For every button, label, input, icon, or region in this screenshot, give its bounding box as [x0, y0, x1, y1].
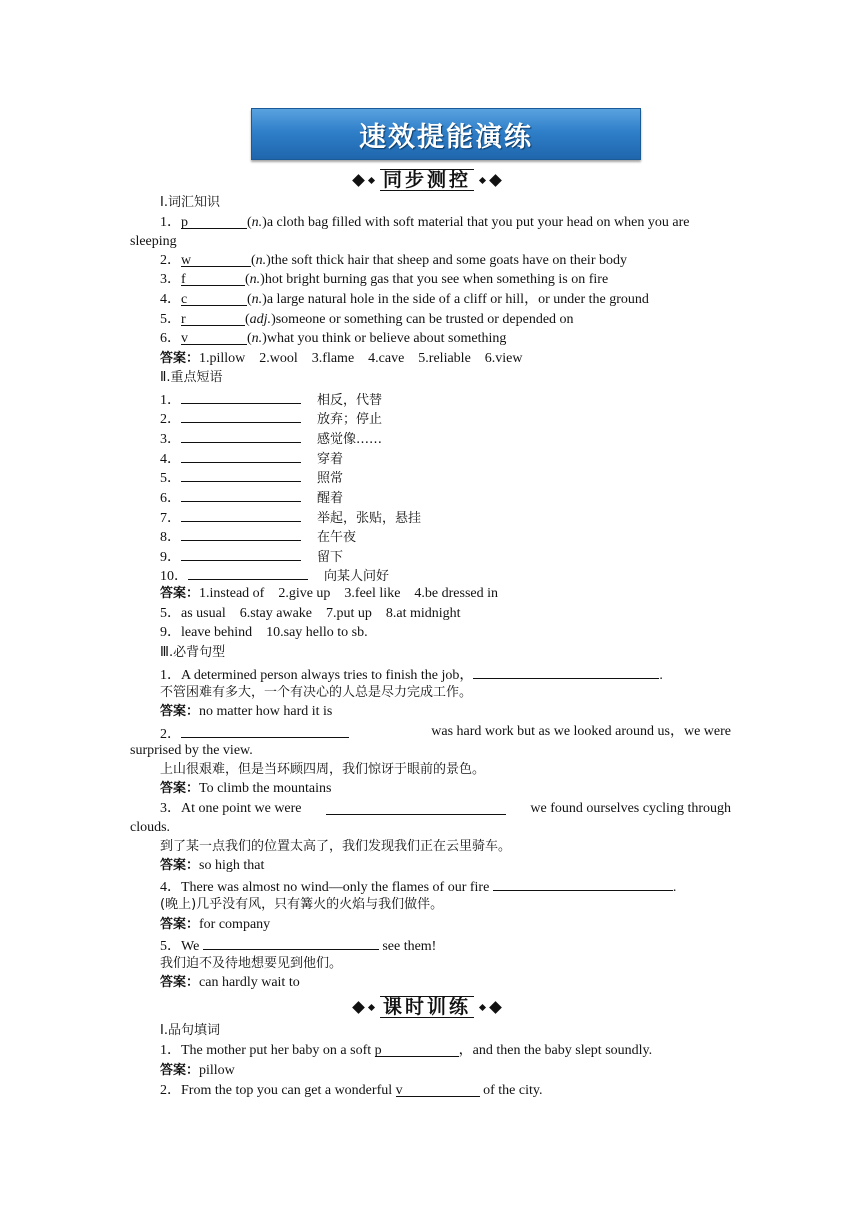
diamond-icon — [368, 176, 375, 183]
vocab-item: 5．r (adj.)someone or something can be trusted or depended on — [160, 312, 574, 327]
phrase-item: 5． 照常 — [160, 467, 343, 488]
diamond-icon — [479, 176, 486, 183]
sentence-item: 2． was hard work but as we looked around us，we were — [160, 724, 731, 742]
diamond-icon — [352, 174, 365, 187]
sentence-item: 5．We see them! — [160, 935, 436, 956]
translation: 我们迫不及待地想要见到他们。 — [160, 956, 343, 971]
section-header-sync — [354, 169, 500, 191]
answer-line: 答案：1.pillow 2.wool 3.flame 4.cave 5.reliable 6.view — [160, 351, 523, 366]
page-banner — [251, 108, 641, 160]
sentence-item-cont: surprised by the view. — [130, 743, 253, 758]
vocab-item: 4．c (n.)a large natural hole in the side of a cliff or hill，or under the ground — [160, 292, 649, 307]
sentence-item: 1．The mother put her baby on a soft p ，and then the baby slept soundly. — [160, 1043, 653, 1058]
part-heading: Ⅰ.词汇知识 — [160, 195, 220, 210]
sentence-item: 3．At one point we were we found ourselves cycling through — [160, 801, 731, 816]
diamond-icon — [352, 1001, 365, 1014]
translation: (晚上)几乎没有风，只有篝火的火焰与我们做伴。 — [160, 897, 444, 912]
diamond-icon — [368, 1003, 375, 1010]
sentence-item: 4．There was almost no wind—only the flames of our fire . — [160, 876, 676, 897]
banner-title: 速效提能演练 — [359, 121, 533, 153]
sentence-item: 2．From the top you can get a wonderful v of the city. — [160, 1083, 543, 1098]
phrase-item: 10． 向某人问好 — [160, 565, 389, 586]
translation: 到了某一点我们的位置太高了，我们发现我们正在云里骑车。 — [160, 839, 512, 854]
phrase-item: 8． 在午夜 — [160, 526, 356, 547]
answer-line-cont: 9．leave behind 10.say hello to sb. — [160, 625, 368, 640]
phrase-item: 9． 留下 — [160, 546, 343, 567]
phrase-item: 4． 穿着 — [160, 448, 343, 469]
diamond-icon — [489, 174, 502, 187]
answer-line: 答案：no matter how hard it is — [160, 704, 333, 719]
vocab-item: 6．v (n.)what you think or believe about something — [160, 331, 507, 346]
section-title: 同步测控 — [380, 169, 474, 191]
section-title: 课时训练 — [380, 996, 474, 1018]
section-header-training — [354, 996, 500, 1018]
answer-line: 答案：pillow — [160, 1063, 235, 1078]
vocab-item: 2．w (n.)the soft thick hair that sheep and some goats have on their body — [160, 253, 627, 268]
sentence-item: 1．A determined person always tries to finish the job， . — [160, 664, 663, 685]
vocab-item: 3．f (n.)hot bright burning gas that you see when something is on fire — [160, 272, 609, 287]
vocab-item-cont: sleeping — [130, 234, 177, 249]
answer-line: 答案：1.instead of 2.give up 3.feel like 4.be dressed in — [160, 586, 498, 601]
translation: 上山很艰难，但是当环顾四周，我们惊讶于眼前的景色。 — [160, 762, 486, 777]
phrase-item: 2． 放弃；停止 — [160, 408, 382, 429]
answer-line: 答案：can hardly wait to — [160, 975, 300, 990]
phrase-item: 1． 相反，代替 — [160, 389, 382, 410]
vocab-item: 1．p (n.)a cloth bag filled with soft material that you put your head on when you are — [160, 215, 690, 230]
translation: 不管困难有多大，一个有决心的人总是尽力完成工作。 — [160, 685, 473, 700]
answer-line: 答案：To climb the mountains — [160, 781, 332, 796]
part-heading: Ⅱ.重点短语 — [160, 370, 223, 385]
sentence-item-cont: clouds. — [130, 820, 171, 835]
part-heading: Ⅰ.品句填词 — [160, 1023, 220, 1038]
part-heading: Ⅲ.必背句型 — [160, 645, 226, 660]
phrase-item: 3． 感觉像…… — [160, 428, 382, 449]
answer-line-cont: 5．as usual 6.stay awake 7.put up 8.at midnight — [160, 606, 461, 621]
diamond-icon — [479, 1003, 486, 1010]
phrase-item: 7． 举起，张贴，悬挂 — [160, 507, 421, 528]
diamond-icon — [489, 1001, 502, 1014]
answer-line: 答案：for company — [160, 917, 271, 932]
phrase-item: 6． 醒着 — [160, 487, 343, 508]
answer-line: 答案：so high that — [160, 858, 265, 873]
